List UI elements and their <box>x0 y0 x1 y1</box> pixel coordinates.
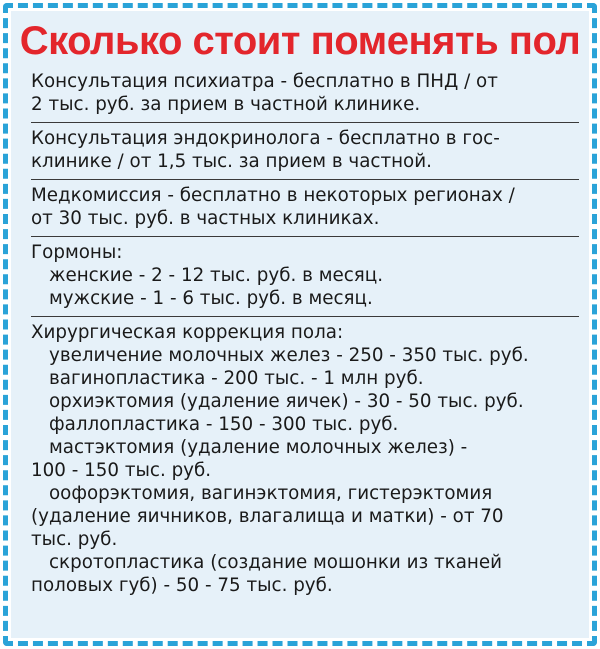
price-line: вагинопластика - 200 тыс. - 1 млн руб. <box>49 368 424 389</box>
price-line: орхиэктомия (удаление яичек) - 30 - 50 тыс. руб. <box>49 391 524 412</box>
price-line: половых губ) - 50 - 75 тыс. руб. <box>31 575 333 596</box>
price-section <box>31 237 579 317</box>
price-line: женские - 2 - 12 тыс. руб. в месяц. <box>49 265 384 286</box>
price-line: скротопластика (создание мошонки из тканей <box>49 552 502 573</box>
price-section <box>31 180 579 237</box>
card-title: Сколько стоит поменять пол <box>19 19 581 63</box>
price-line: Консультация эндокринолога - бесплатно в гос- <box>31 128 500 149</box>
price-line: увеличение молочных желез - 250 - 350 тыс. руб. <box>49 345 529 366</box>
price-section <box>31 66 579 123</box>
price-line: тыс. руб. <box>31 529 118 550</box>
price-line: Медкомиссия - бесплатно в некоторых регионах / <box>31 185 515 206</box>
price-line: от 30 тыс. руб. в частных клиниках. <box>31 208 380 229</box>
price-section <box>31 123 579 180</box>
price-line: 100 - 150 тыс. руб. <box>31 460 212 481</box>
price-line: Гормоны: <box>31 242 123 263</box>
price-line: 2 тыс. руб. за прием в частной клинике. <box>31 94 421 115</box>
price-line: оофорэктомия, вагинэктомия, гистерэктомия <box>49 483 493 504</box>
price-line: (удаление яичников, влагалища и матки) - от 70 <box>31 506 504 527</box>
price-line: клинике / от 1,5 тыс. за прием в частной. <box>31 151 432 172</box>
price-section <box>31 317 579 603</box>
price-line: фаллопластика - 150 - 300 тыс. руб. <box>49 414 399 435</box>
price-line: мастэктомия (удаление молочных желез) - <box>49 437 468 458</box>
price-card <box>11 11 589 638</box>
price-sections <box>31 66 579 603</box>
price-line: мужские - 1 - 6 тыс. руб. в месяц. <box>49 288 373 309</box>
price-line: Хирургическая коррекция пола: <box>31 322 344 343</box>
price-line: Консультация психиатра - бесплатно в ПНД / от <box>31 71 498 92</box>
